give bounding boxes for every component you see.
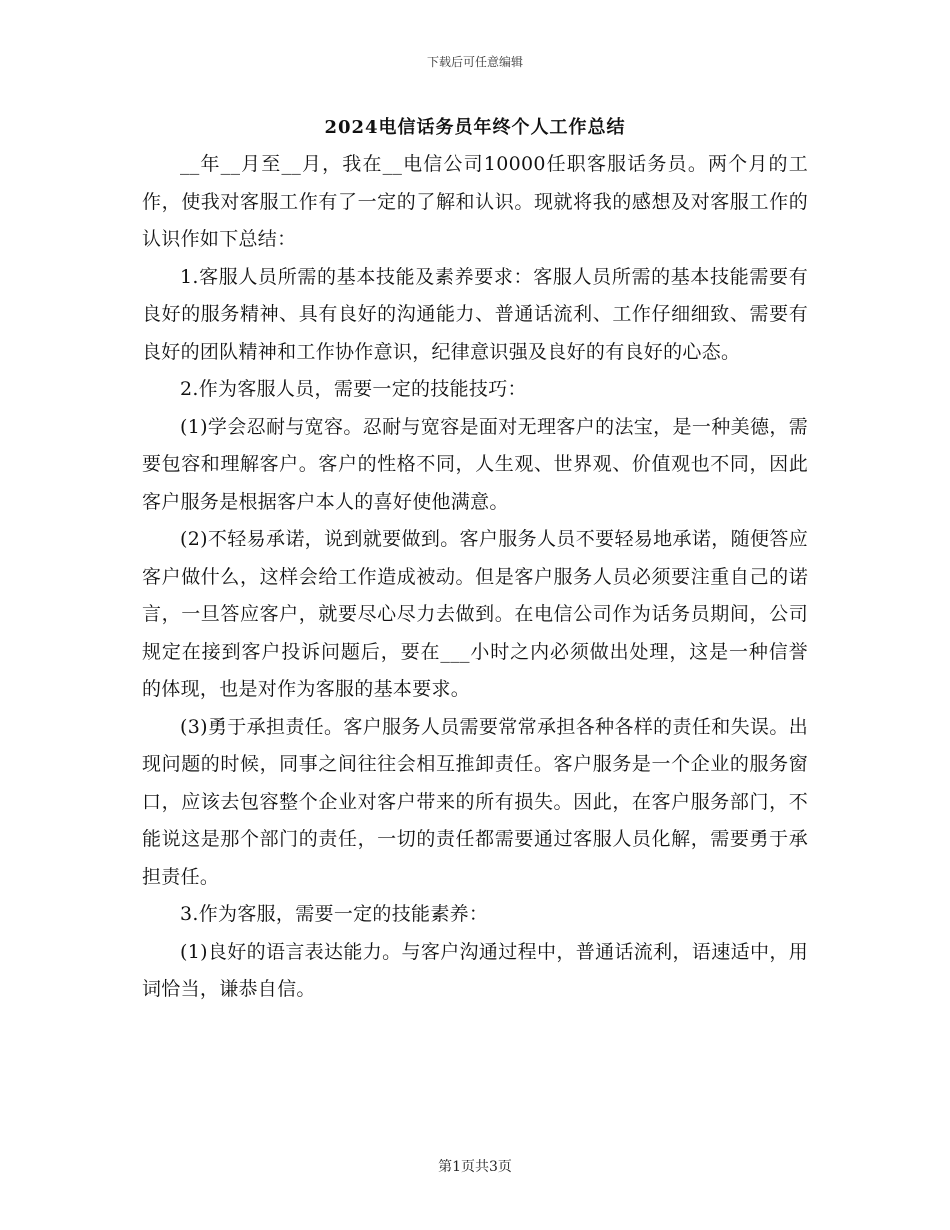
paragraph-section-2-item-2: (2)不轻易承诺，说到就要做到。客户服务人员不要轻易地承诺，随便答应客户做什么，这样会给工作造成被动。但是客户服务人员必须要注重自己的诺言，一旦答应客户，就要尽心尽力去做到。在电信公司作为话务员期间，公司规定在接到客户投诉问题后，要在___小时之内必须做出处理，这是一种信誉的体现，也是对作为客服的基本要求。 — [142, 528, 808, 700]
page-number: 第1页共3页 — [438, 1159, 512, 1175]
paragraph-section-2-item-3: (3)勇于承担责任。客户服务人员需要常常承担各种各样的责任和失误。出现问题的时候，同事之间往往会相互推卸责任。客户服务是一个企业的服务窗口，应该去包容整个企业对客户带来的所有损失。因此，在客户服务部门，不能说这是那个部门的责任，一切的责任都需要通过客服人员化解，需要勇于承担责任。 — [142, 715, 808, 888]
paragraph-section-1: 1.客服人员所需的基本技能及素养要求：客服人员所需的基本技能需要有良好的服务精神、具有良好的沟通能力、普通话流利、工作仔细细致、需要有良好的团队精神和工作协作意识，纪律意识强及良好的有良好的心态。 — [142, 265, 808, 363]
paragraph-section-3-item-1: (1)良好的语言表达能力。与客户沟通过程中，普通话流利，语速适中，用词恰当，谦恭自信。 — [142, 940, 808, 1000]
paragraph-section-2-heading: 2.作为客服人员，需要一定的技能技巧： — [180, 378, 527, 400]
document-title: 2024电信话务员年终个人工作总结 — [324, 117, 626, 138]
document-body — [142, 146, 808, 1009]
paragraph-intro: __年__月至__月，我在__电信公司10000任职客服话务员。两个月的工作，使我对客服工作有了一定的了解和认识。现就将我的感想及对客服工作的认识作如下总结： — [142, 153, 808, 250]
paragraph-section-3-heading: 3.作为客服，需要一定的技能素养： — [180, 903, 489, 925]
paragraph-section-2-item-1: (1)学会忍耐与宽容。忍耐与宽容是面对无理客户的法宝，是一种美德，需要包容和理解客户。客户的性格不同，人生观、世界观、价值观也不同，因此客户服务是根据客户本人的喜好使他满意。 — [142, 415, 808, 513]
page-header-note: 下载后可任意编辑 — [426, 55, 523, 69]
